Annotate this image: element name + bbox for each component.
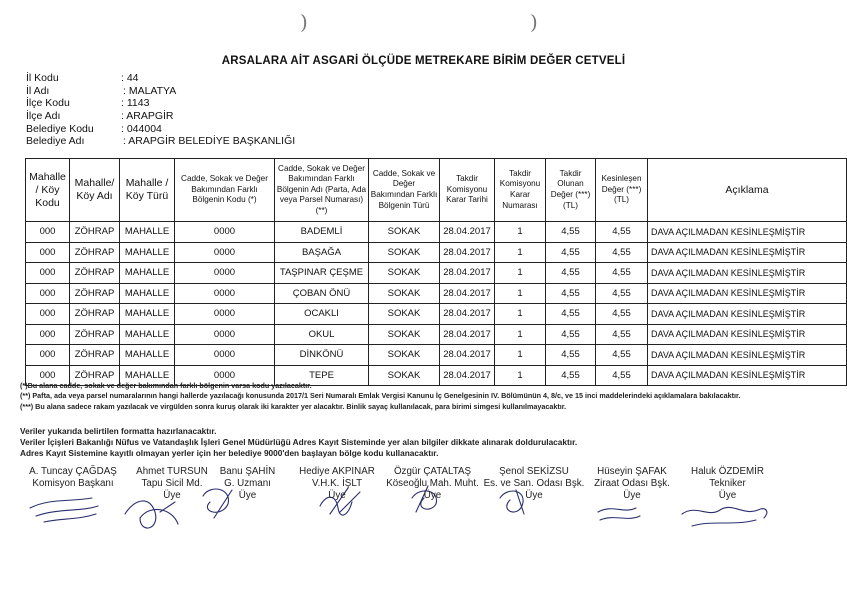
footnote: (**) Pafta, ada veya parsel numaralarının hangi hallerde yazılacağı konusunda 2017/1 Seri Numaralı Emlak Vergisi Kanunu İç Genelgesinin IV. Bölümünün 4, 8/c, ve 15 inci maddelerindeki açıklamalara bakılacaktır. (20, 391, 741, 401)
scan-mark-left: ) (300, 10, 308, 34)
table-row (26, 242, 847, 263)
table-cell: 1 (495, 242, 546, 263)
table-cell: OCAKLI (275, 304, 369, 325)
instructions (20, 426, 577, 460)
table-cell: 0000 (175, 242, 275, 263)
table-cell: 28.04.2017 (440, 304, 495, 325)
table-cell: 000 (26, 304, 70, 325)
signatory-name: Banu ŞAHİN (219, 466, 276, 477)
table-cell: MAHALLE (120, 365, 175, 386)
column-header: Takdir Olunan Değer (***) (TL) (546, 159, 596, 222)
signatory-name: Hüseyin ŞAFAK (597, 466, 667, 477)
signatory-name: Haluk ÖZDEMİR (691, 466, 764, 477)
table-cell: 0000 (175, 345, 275, 366)
table-cell: DAVA AÇILMADAN KESİNLEŞMİŞTİR (648, 345, 847, 366)
table-cell: 4,55 (546, 345, 596, 366)
table-cell: 4,55 (596, 222, 648, 243)
info-label: İl Kodu (26, 72, 59, 84)
table-cell: 28.04.2017 (440, 345, 495, 366)
table-cell: 4,55 (546, 283, 596, 304)
info-value: : MALATYA (123, 84, 177, 97)
signatory-block (675, 466, 780, 503)
column-header: Cadde, Sokak ve Değer Bakımından Farklı Bölgenin Adı (Parta, Ada veya Parsel Numarası)(**) (275, 159, 369, 222)
table-cell: TEPE (275, 365, 369, 386)
table-cell: ZÖHRAP (70, 222, 120, 243)
table-cell: 1 (495, 345, 546, 366)
table-cell: ZÖHRAP (70, 263, 120, 284)
table-cell: 1 (495, 283, 546, 304)
instruction-line: Adres Kayıt Sistemine kayıtlı olmayan yerler için her belediye 9000'den başlayan bölge kodu kullanacaktır. (20, 448, 439, 459)
info-value: : 044004 (121, 122, 162, 135)
table-header-row (26, 159, 847, 222)
column-header: Mahalle / Köy Kodu (26, 159, 70, 222)
table-cell: 28.04.2017 (440, 263, 495, 284)
info-label: Belediye Adı (26, 135, 85, 148)
info-belediye-kodu (26, 123, 426, 136)
table-cell: ZÖHRAP (70, 283, 120, 304)
info-value: : 1143 (121, 97, 150, 110)
table-cell: 4,55 (596, 263, 648, 284)
table-body (26, 222, 847, 386)
info-belediye-adi (26, 135, 426, 148)
info-ilce-adi (26, 110, 426, 123)
table-cell: DAVA AÇILMADAN KESİNLEŞMİŞTİR (648, 242, 847, 263)
signatory-member: Üye (623, 490, 641, 502)
column-header: Takdir Komisyonu Karar Tarihi (440, 159, 495, 222)
table-cell: MAHALLE (120, 324, 175, 345)
table-cell: 000 (26, 222, 70, 243)
signatory-block (577, 466, 687, 503)
table-cell: 4,55 (596, 365, 648, 386)
table-cell: ZÖHRAP (70, 365, 120, 386)
signatory-block (474, 466, 594, 503)
table-row (26, 304, 847, 325)
table-cell: 1 (495, 222, 546, 243)
signatory-member: Üye (525, 490, 543, 502)
table-cell: MAHALLE (120, 242, 175, 263)
info-label: Belediye Kodu (26, 122, 94, 135)
table-cell: 000 (26, 242, 70, 263)
signatory-member: Üye (718, 490, 737, 502)
table-cell: OKUL (275, 324, 369, 345)
table-cell: SOKAK (369, 283, 440, 304)
table-cell: 4,55 (596, 242, 648, 263)
table-cell: SOKAK (369, 324, 440, 345)
table-cell: 000 (26, 365, 70, 386)
table-cell: TAŞPINAR ÇEŞME (275, 263, 369, 284)
table-cell: 28.04.2017 (440, 365, 495, 386)
instruction-line: Veriler İçişleri Bakanlığı Nüfus ve Vatandaşlık İşleri Genel Müdürlüğü Adres Kayıt Sisteminde yer alan bilgiler dikkate alınarak doldurulacaktır. (20, 437, 578, 448)
signatory-role: Es. ve San. Odası Bşk. (483, 478, 585, 490)
column-header: Mahalle / Köy Türü (120, 159, 175, 222)
signatory-block (375, 466, 490, 503)
signatory-role: Ziraat Odası Bşk. (594, 478, 670, 490)
signatory-name: Şenol SEKİZSU (499, 466, 569, 477)
table-cell: MAHALLE (120, 304, 175, 325)
table-cell: 4,55 (546, 242, 596, 263)
table-cell: DAVA AÇILMADAN KESİNLEŞMİŞTİR (648, 283, 847, 304)
info-value: : ARAPGİR BELEDİYE BAŞKANLIĞI (123, 135, 296, 148)
signatory-member: Üye (238, 490, 257, 502)
table-cell: DAVA AÇILMADAN KESİNLEŞMİŞTİR (648, 324, 847, 345)
column-header: Mahalle/ Köy Adı (70, 159, 120, 222)
table-cell: BAŞAĞA (275, 242, 369, 263)
footnote: (***) Bu alana sadece rakam yazılacak ve virgülden sonra kuruş olarak iki karakter yer alacaktır. Binlik sayaç kullanılacak, para birimi simgesi kullanılmayacaktır. (20, 401, 567, 411)
table-cell: DAVA AÇILMADAN KESİNLEŞMİŞTİR (648, 304, 847, 325)
signatory-block (18, 466, 128, 490)
table-cell: 28.04.2017 (440, 222, 495, 243)
table-cell: SOKAK (369, 242, 440, 263)
info-value: : 44 (121, 72, 139, 84)
document-title: ARSALARA AİT ASGARİ ÖLÇÜDE METREKARE BİRİM DEĞER CETVELİ (221, 55, 626, 67)
table-cell: 0000 (175, 263, 275, 284)
table-cell: 28.04.2017 (440, 283, 495, 304)
table-row (26, 345, 847, 366)
table-cell: 28.04.2017 (440, 242, 495, 263)
table-cell: 1 (495, 263, 546, 284)
signatory-name: Ahmet TURSUN (136, 466, 208, 477)
table-cell: MAHALLE (120, 283, 175, 304)
municipality-info (26, 72, 426, 148)
table-cell: 4,55 (596, 304, 648, 325)
table-cell: 0000 (175, 324, 275, 345)
table-cell: MAHALLE (120, 263, 175, 284)
table-cell: ÇOBAN ÖNÜ (275, 283, 369, 304)
signatory-role: G. Uzmanı (224, 478, 271, 490)
info-label: İl Adı (26, 84, 50, 97)
table-cell: ZÖHRAP (70, 242, 120, 263)
signatory-name: Hediye AKPINAR (299, 466, 375, 477)
table-cell: MAHALLE (120, 222, 175, 243)
table-cell: ZÖHRAP (70, 324, 120, 345)
table-cell: 28.04.2017 (440, 324, 495, 345)
table-cell: SOKAK (369, 304, 440, 325)
table-cell: 4,55 (596, 324, 648, 345)
column-header: Takdir Komisyonu Karar Numarası (495, 159, 546, 222)
table-cell: DAVA AÇILMADAN KESİNLEŞMİŞTİR (648, 222, 847, 243)
table-cell: 4,55 (596, 345, 648, 366)
column-header: Kesinleşen Değer (***) (TL) (596, 159, 648, 222)
table-cell: BADEMLİ (275, 222, 369, 243)
table-cell: ZÖHRAP (70, 304, 120, 325)
table-cell: 000 (26, 263, 70, 284)
table-row (26, 283, 847, 304)
table-cell: 4,55 (596, 283, 648, 304)
table-cell: MAHALLE (120, 345, 175, 366)
table-cell: 4,55 (546, 222, 596, 243)
table-cell: 000 (26, 345, 70, 366)
footnote: (*)Bu alana cadde, sokak ve değer bakımından farklı bölgenin varsa kodu yazılacaktır. (20, 381, 312, 390)
signatory-role: Tapu Sicil Md. (141, 478, 203, 490)
signatory-role: Komisyon Başkanı (32, 478, 114, 490)
table-cell: 0000 (175, 222, 275, 243)
table-cell: 1 (495, 324, 546, 345)
info-il-kodu (26, 72, 426, 85)
table-cell: 0000 (175, 365, 275, 386)
info-value: : ARAPGİR (121, 110, 174, 123)
table-cell: 000 (26, 324, 70, 345)
table-cell: 0000 (175, 304, 275, 325)
table-cell: 1 (495, 304, 546, 325)
table-cell: SOKAK (369, 345, 440, 366)
info-label: İlçe Adı (26, 110, 61, 123)
info-il-adi (26, 85, 426, 98)
table-cell: SOKAK (369, 263, 440, 284)
instruction-line: Veriler yukarıda belirtilen formatta hazırlanacaktır. (20, 426, 217, 436)
unit-value-table (25, 158, 847, 386)
column-header: Cadde, Sokak ve Değer Bakımından Farklı Bölgenin Kodu (*) (175, 159, 275, 222)
info-label: İlçe Kodu (26, 97, 70, 110)
table-cell: 4,55 (546, 263, 596, 284)
table-cell: ZÖHRAP (70, 345, 120, 366)
signatory-name: Özgür ÇATALTAŞ (393, 466, 472, 477)
table-cell: 0000 (175, 283, 275, 304)
table-row (26, 324, 847, 345)
signatory-member: Üye (423, 490, 442, 502)
table-cell: 4,55 (546, 304, 596, 325)
column-header: Açıklama (648, 159, 847, 222)
table-cell: 1 (495, 365, 546, 386)
footnotes (20, 381, 740, 412)
table-cell: 4,55 (546, 324, 596, 345)
table-cell: 4,55 (546, 365, 596, 386)
scan-mark-right: ) (530, 10, 538, 34)
table-cell: DİNKÖNÜ (275, 345, 369, 366)
signatory-block (200, 466, 295, 503)
table-row (26, 263, 847, 284)
column-header: Cadde, Sokak ve Değer Bakımından Farklı Bölgenin Türü (369, 159, 440, 222)
table-cell: DAVA AÇILMADAN KESİNLEŞMİŞTİR (648, 365, 847, 386)
table-row (26, 222, 847, 243)
signatory-member: Üye (163, 490, 181, 502)
signatory-role: Köseoğlu Mah. Muht. (386, 478, 479, 490)
table-cell: DAVA AÇILMADAN KESİNLEŞMİŞTİR (648, 263, 847, 284)
info-ilce-kodu (26, 97, 426, 110)
table-cell: 000 (26, 283, 70, 304)
signatory-role: V.H.K. İŞLT (311, 478, 363, 490)
table-cell: SOKAK (369, 365, 440, 386)
signatory-name: A. Tuncay ÇAĞDAŞ (29, 466, 117, 477)
signatory-role: Tekniker (709, 478, 746, 490)
table-cell: SOKAK (369, 222, 440, 243)
signatory-member: Üye (328, 490, 346, 502)
